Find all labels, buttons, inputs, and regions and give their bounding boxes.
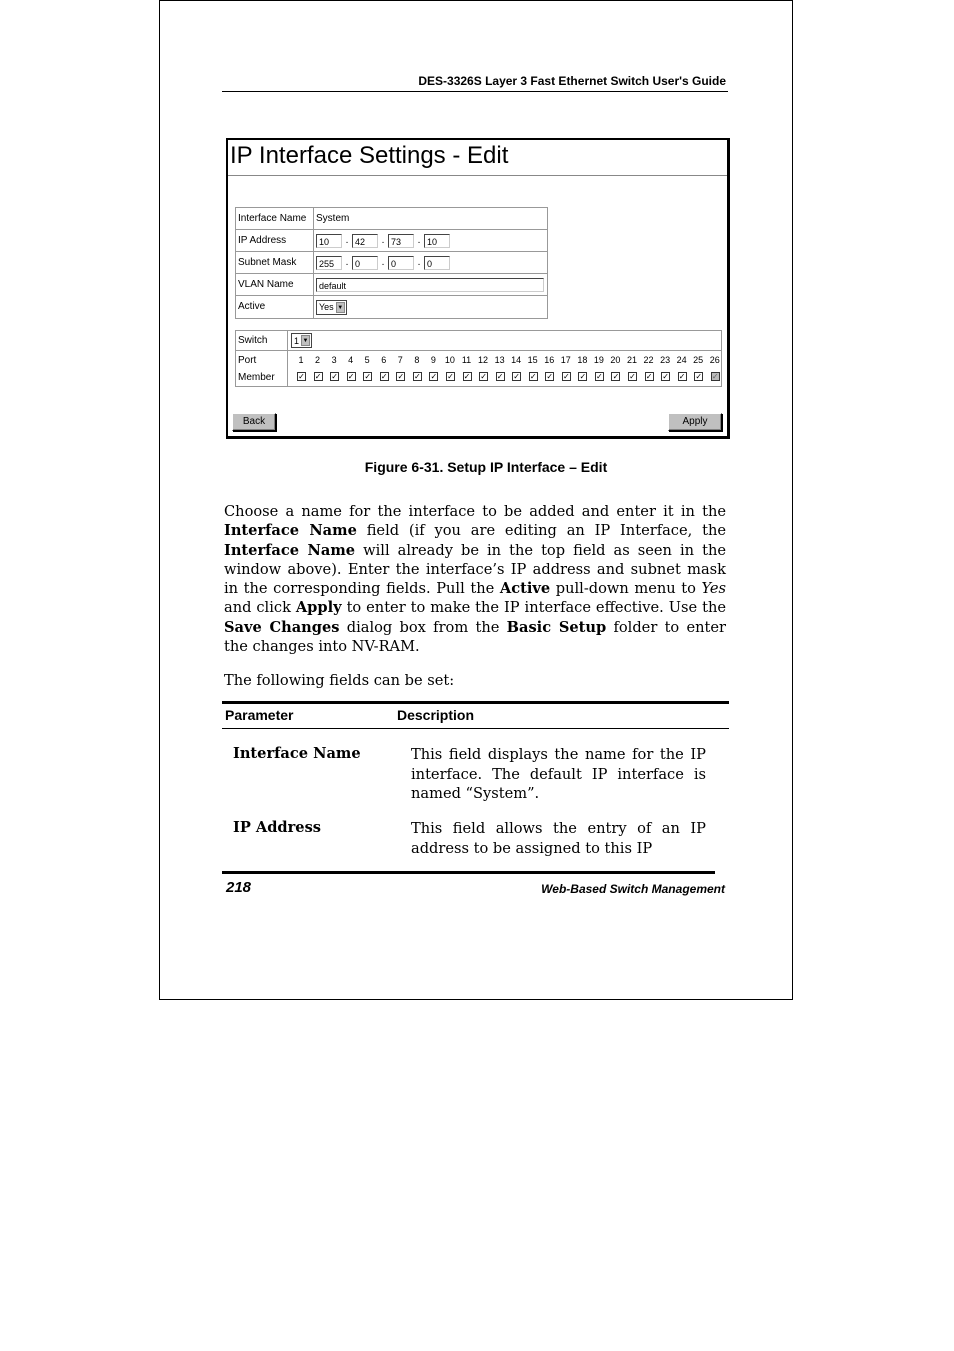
port-member-checkbox[interactable]: ✓ — [347, 372, 355, 381]
subnet-mask-row — [236, 252, 547, 274]
port-member-checkbox[interactable]: ✓ — [364, 372, 372, 381]
port-member-checkbox[interactable]: ✓ — [314, 372, 322, 381]
vlan-name-input[interactable]: default — [316, 278, 544, 292]
port-number: 2 — [315, 355, 321, 365]
chevron-down-icon: ▼ — [301, 335, 310, 346]
port-member-checkbox[interactable]: ✓ — [579, 372, 587, 381]
port-member-checkbox[interactable]: ✓ — [513, 372, 520, 381]
port-number: 6 — [381, 355, 387, 365]
footer-section: Web-Based Switch Management — [541, 882, 725, 896]
port-member-checkbox[interactable]: ✓ — [496, 372, 504, 381]
port-member-checkbox[interactable]: ✓ — [529, 372, 537, 381]
param-desc: This field allows the entry of an IP address to be assigned to this IP — [411, 820, 706, 857]
subnet-mask-label: Subnet Mask — [236, 252, 314, 273]
port-number: 20 — [610, 355, 621, 365]
port-member-checkbox[interactable]: ✓ — [596, 372, 603, 381]
port-number: 3 — [331, 355, 337, 365]
port-member-checkbox[interactable]: ✓ — [331, 372, 338, 381]
port-member-checkbox[interactable]: ✓ — [662, 372, 669, 381]
ip-separator: . — [417, 235, 421, 246]
port-number: 21 — [626, 355, 637, 365]
port-number: 12 — [478, 355, 489, 365]
port-member-checkbox[interactable]: ✓ — [612, 372, 620, 381]
port-member-checkbox[interactable]: ✓ — [678, 372, 686, 381]
port-number: 18 — [577, 355, 588, 365]
port-number: 7 — [397, 355, 403, 365]
port-number: 26 — [709, 355, 720, 365]
chevron-down-icon: ▼ — [336, 302, 345, 313]
interface-name-value: System — [316, 213, 350, 224]
text-run: to enter to make the IP interface effective. Use the — [341, 599, 727, 617]
page-number: 218 — [226, 879, 252, 896]
port-number: 9 — [430, 355, 436, 365]
title-divider — [228, 175, 727, 176]
port-number: 1 — [298, 355, 304, 365]
text-run: Choose a name for the interface to be added and enter it in the — [224, 503, 726, 520]
back-button[interactable]: Back — [232, 413, 276, 431]
port-number: 17 — [560, 355, 571, 365]
text-run: and click — [224, 599, 296, 617]
bold-term: Apply — [295, 599, 342, 617]
param-name: IP Address — [233, 819, 322, 836]
port-number: 8 — [414, 355, 420, 365]
ip-octet-3-input[interactable]: 73 — [388, 234, 414, 248]
ip-separator: . — [345, 235, 349, 246]
ip-address-row — [236, 230, 547, 252]
header-rule — [222, 91, 728, 92]
port-number: 22 — [643, 355, 654, 365]
text-run: pull-down menu to — [550, 580, 702, 598]
port-member-checkbox[interactable]: ✓ — [546, 372, 554, 381]
table-top-rule — [222, 701, 729, 704]
port-number: 23 — [660, 355, 671, 365]
table-header-rule — [222, 728, 729, 729]
active-label: Active — [236, 296, 314, 318]
switch-select-value: 1 — [294, 335, 300, 346]
port-member-checkbox[interactable]: ✓ — [711, 372, 719, 381]
mask-separator: . — [381, 257, 385, 268]
ip-octet-2-input[interactable]: 42 — [352, 234, 378, 248]
settings-form — [235, 207, 548, 319]
port-member-checkbox[interactable]: ✓ — [562, 372, 570, 381]
port-member-checkbox[interactable]: ✓ — [695, 372, 703, 381]
bold-term: Basic Setup — [506, 618, 607, 636]
fields-intro: The following fields can be set: — [224, 672, 455, 689]
ip-octet-1-input[interactable]: 10 — [316, 234, 342, 248]
active-row — [236, 296, 547, 318]
text-run: will already be in the top field as seen in the window above). Enter the interface’s IP address and subnet mask in the corresponding fields. Pull the — [224, 541, 726, 598]
port-number: 16 — [544, 355, 555, 365]
port-number: 10 — [444, 355, 455, 365]
ip-address-label: IP Address — [236, 230, 314, 251]
port-number: 24 — [676, 355, 687, 365]
bold-term: Save Changes — [224, 618, 340, 636]
interface-name-label: Interface Name — [236, 208, 314, 229]
port-label: Port — [238, 355, 257, 366]
screenshot-window — [226, 138, 730, 439]
ip-octet-4-input[interactable]: 10 — [424, 234, 450, 248]
mask-separator: . — [345, 257, 349, 268]
port-member-checkbox[interactable]: ✓ — [430, 372, 438, 381]
active-select[interactable] — [316, 300, 347, 315]
switch-select[interactable] — [291, 333, 312, 348]
port-member-checkbox[interactable]: ✓ — [298, 372, 305, 381]
port-number: 14 — [511, 355, 522, 365]
mask-octet-3-input[interactable]: 0 — [388, 256, 414, 270]
switch-label: Switch — [236, 331, 288, 350]
port-member-checkbox[interactable]: ✓ — [397, 372, 405, 381]
param-header: Parameter — [225, 707, 294, 723]
port-member-table — [235, 330, 722, 387]
port-number: 25 — [693, 355, 704, 365]
switch-row — [236, 331, 721, 351]
vlan-name-label: VLAN Name — [236, 274, 314, 295]
member-label: Member — [238, 372, 275, 383]
port-member-checkbox[interactable]: ✓ — [463, 372, 471, 381]
port-member-checkbox[interactable]: ✓ — [629, 372, 636, 381]
param-desc: This field displays the name for the IP interface. The default IP interface is named “System”. — [411, 746, 706, 802]
apply-button[interactable]: Apply — [668, 413, 722, 431]
text-run: dialog box from the — [339, 618, 507, 636]
port-member-checkbox[interactable]: ✓ — [447, 372, 454, 381]
mask-octet-2-input[interactable]: 0 — [352, 256, 378, 270]
port-member-checkbox[interactable]: ✓ — [480, 372, 487, 381]
port-member-checkbox[interactable]: ✓ — [413, 372, 421, 381]
figure-caption: Figure 6-31. Setup IP Interface – Edit — [364, 459, 608, 475]
screenshot-title: IP Interface Settings - Edit — [230, 142, 509, 169]
mask-octet-4-input[interactable]: 0 — [424, 256, 450, 270]
bold-term: Active — [499, 580, 551, 598]
vlan-name-row — [236, 274, 547, 296]
bold-term: Interface Name — [224, 522, 357, 540]
text-run: folder to enter the changes into NV-RAM. — [224, 618, 727, 656]
body-paragraph — [224, 502, 726, 656]
active-select-value: Yes — [319, 302, 334, 312]
italic-term: Yes — [701, 580, 727, 598]
text-run: field (if you are editing an IP Interface, the — [356, 522, 726, 540]
bold-term: Interface Name — [224, 541, 356, 559]
ip-separator: . — [381, 235, 385, 246]
mask-octet-1-input[interactable]: 255 — [316, 256, 342, 270]
desc-header: Description — [397, 707, 475, 723]
port-number: 13 — [494, 355, 505, 365]
port-number: 15 — [527, 355, 538, 365]
table-bottom-rule — [222, 871, 715, 874]
mask-separator: . — [417, 257, 421, 268]
port-member-checkbox[interactable]: ✓ — [380, 372, 388, 381]
port-number: 11 — [461, 355, 472, 365]
port-number: 5 — [364, 355, 370, 365]
param-name: Interface Name — [233, 745, 361, 762]
port-member-checkbox[interactable]: ✓ — [645, 372, 653, 381]
interface-name-row — [236, 208, 547, 230]
port-number: 19 — [593, 355, 604, 365]
header-title: DES-3326S Layer 3 Fast Ethernet Switch User's Guide — [418, 74, 726, 88]
port-number: 4 — [348, 355, 354, 365]
